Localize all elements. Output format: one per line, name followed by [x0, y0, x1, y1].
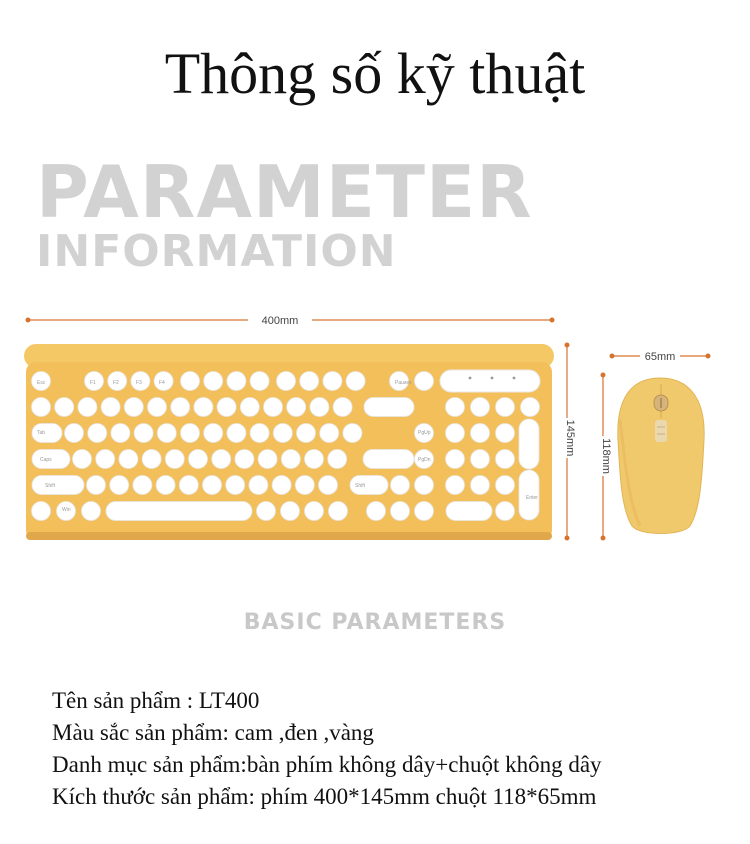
keycap-wide: [32, 476, 84, 495]
spec-product-size: Kích thước sản phẩm: phím 400*145mm chuột 118*65mm: [52, 784, 597, 809]
mouse-length-dimension: [595, 373, 612, 541]
keycap: [212, 450, 231, 469]
keycap: [235, 450, 254, 469]
key-tab-label: Tab: [37, 430, 46, 436]
keycap: [204, 424, 223, 443]
keycap: [194, 398, 213, 417]
keycap: [496, 424, 515, 443]
keycap: [240, 398, 259, 417]
keycap: [323, 372, 342, 391]
key-pause-label: Pauses: [395, 380, 412, 386]
keycap: [329, 502, 348, 521]
keycap: [78, 398, 97, 417]
keycap: [300, 372, 319, 391]
keycap-wide: [446, 502, 492, 521]
keycap: [203, 476, 222, 495]
keycap: [446, 424, 465, 443]
keycap: [226, 476, 245, 495]
keycap: [281, 450, 300, 469]
keycap: [133, 476, 152, 495]
keycap: [119, 450, 138, 469]
keycap: [281, 502, 300, 521]
spec-product-category: Danh mục sản phẩm:bàn phím không dây+chuột không dây: [52, 752, 602, 777]
mouse-width-label: 65mm: [644, 351, 676, 363]
keycap: [471, 476, 490, 495]
keycap: [496, 398, 515, 417]
keycap: [328, 450, 347, 469]
key-win-label: Win: [62, 507, 71, 513]
spec-list: [52, 685, 602, 813]
keycap: [446, 398, 465, 417]
keycap: [32, 398, 51, 417]
keycap: [319, 476, 338, 495]
spec-product-color: Màu sắc sản phẩm: cam ,đen ,vàng: [52, 720, 374, 745]
mouse-length-label: 118mm: [600, 438, 612, 474]
key-esc-label: Esc: [37, 380, 46, 386]
keycap: [250, 372, 269, 391]
key-f3-label: F3: [136, 380, 142, 386]
keycap: [446, 476, 465, 495]
keyboard-width-label: 400mm: [261, 315, 299, 327]
keycap: [496, 450, 515, 469]
key-pgup-label: PgUp: [418, 430, 431, 436]
keycap: [272, 476, 291, 495]
keycap: [471, 450, 490, 469]
keycap: [227, 372, 246, 391]
key-shift-right-label: Shift: [355, 483, 366, 489]
keycap: [496, 502, 515, 521]
keycap-wide: [363, 450, 414, 469]
keycap: [295, 476, 314, 495]
mouse: [618, 378, 704, 534]
keycap: [415, 476, 434, 495]
keycap: [82, 502, 101, 521]
keycap: [134, 424, 153, 443]
keycap: [367, 502, 386, 521]
keycap-wide: [364, 398, 414, 417]
keycap: [65, 424, 84, 443]
keycap: [88, 424, 107, 443]
keycap: [273, 424, 292, 443]
keycap-tall: [519, 419, 539, 469]
keyboard-width-dimension: [26, 312, 555, 328]
mouse-width-dimension: [610, 348, 711, 364]
keycap: [165, 450, 184, 469]
keycap: [189, 450, 208, 469]
keycap: [55, 398, 74, 417]
keycap: [179, 476, 198, 495]
keycap: [181, 372, 200, 391]
spec-product-name: Tên sản phẩm : LT400: [52, 688, 260, 713]
keycap: [264, 398, 283, 417]
key-pgdn-label: PgDn: [418, 457, 431, 463]
keycap: [305, 450, 324, 469]
keyboard-height-label: 145mm: [564, 419, 576, 457]
hero-heading-parameter: PARAMETER: [36, 150, 533, 234]
keycap: [471, 398, 490, 417]
keycap: [171, 398, 190, 417]
keycap: [227, 424, 246, 443]
keycap: [310, 398, 329, 417]
key-caps-label: Caps: [40, 457, 52, 463]
keycap: [415, 502, 434, 521]
section-label-basic-parameters: BASIC PARAMETERS: [243, 610, 507, 635]
page-title: Thông số kỹ thuật: [164, 41, 586, 106]
keycap: [305, 502, 324, 521]
product-figure: [0, 300, 750, 580]
keycap: [391, 502, 410, 521]
keycap: [156, 476, 175, 495]
keycap: [415, 372, 434, 391]
keycap: [250, 424, 269, 443]
key-enter-label: Enter: [526, 495, 538, 501]
keyboard: [24, 344, 554, 540]
keycap: [496, 476, 515, 495]
keycap: [204, 372, 223, 391]
hero-heading-information: INFORMATION: [36, 226, 397, 277]
key-shift-left-label: Shift: [45, 483, 56, 489]
keycap: [32, 502, 51, 521]
keycap: [111, 424, 130, 443]
keycap: [391, 476, 410, 495]
keycap: [73, 450, 92, 469]
keycap-wide: [106, 502, 252, 521]
keycap: [446, 450, 465, 469]
keycap: [142, 450, 161, 469]
keycap: [471, 424, 490, 443]
key-f2-label: F2: [113, 380, 119, 386]
keycap: [217, 398, 236, 417]
keycap: [297, 424, 316, 443]
key-f1-label: F1: [90, 380, 96, 386]
keycap: [346, 372, 365, 391]
keycap: [124, 398, 143, 417]
keycap: [320, 424, 339, 443]
keycap: [249, 476, 268, 495]
keycap: [343, 424, 362, 443]
keycap: [96, 450, 115, 469]
keycap: [257, 502, 276, 521]
keycap: [101, 398, 120, 417]
key-f4-label: F4: [159, 380, 165, 386]
keyboard-height-dimension: [559, 343, 576, 541]
keycap: [157, 424, 176, 443]
keycap: [333, 398, 352, 417]
keycap: [277, 372, 296, 391]
keycap: [287, 398, 306, 417]
keycap: [110, 476, 129, 495]
keycap: [148, 398, 167, 417]
keycap: [521, 398, 540, 417]
keycap: [181, 424, 200, 443]
keycap: [258, 450, 277, 469]
keycap: [87, 476, 106, 495]
